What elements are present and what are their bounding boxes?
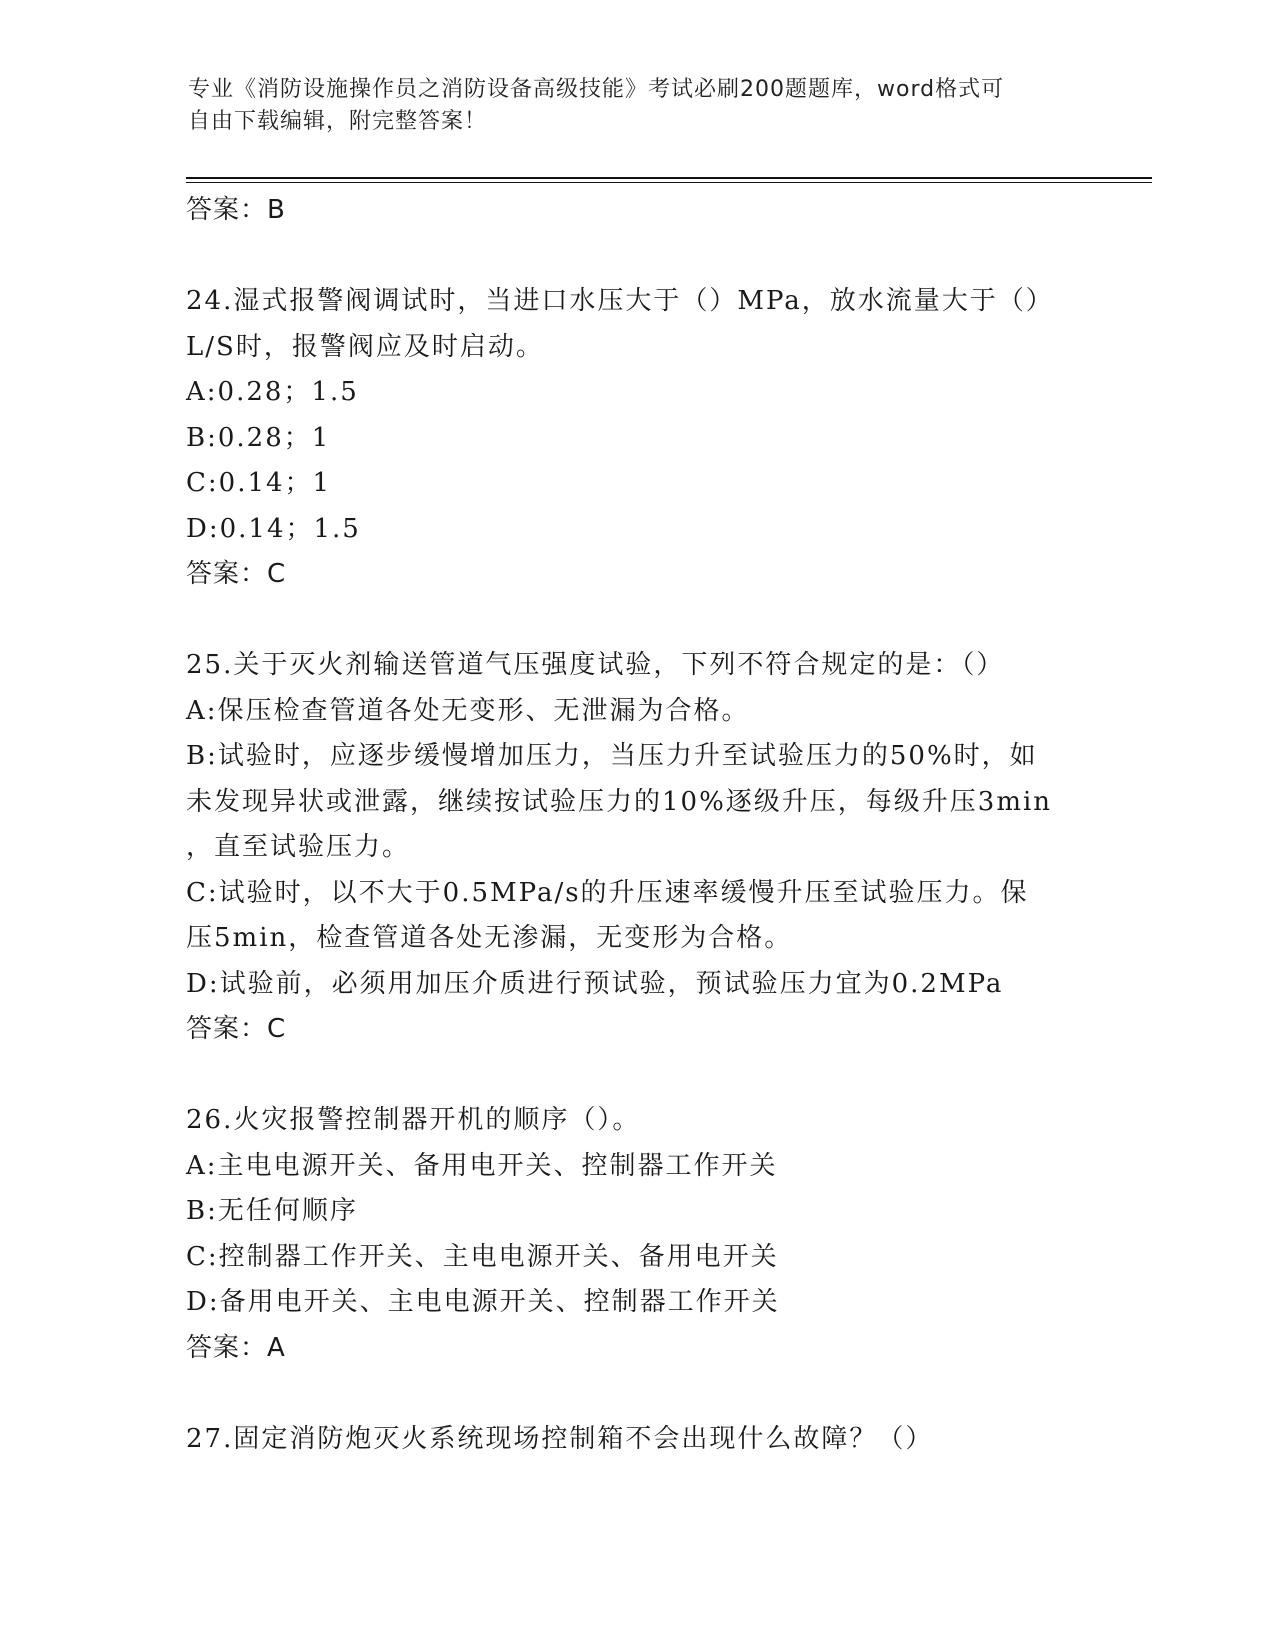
question-26-option-a: A:主电电源开关、备用电开关、控制器工作开关 [186,1150,778,1181]
spacer [186,1371,1086,1417]
question-26-option-d: D:备用电开关、主电电源开关、控制器工作开关 [186,1287,780,1317]
spacer [186,234,1086,280]
question-25-option-b-line-3: ，直至试验压力。 [186,832,411,862]
header-rule-thin [186,182,1152,183]
previous-answer: 答案：B [186,195,286,225]
question-24-option-d: D:0.14；1.5 [186,513,361,544]
question-25-option-b-line-2: 未发现异状或泄露，继续按试验压力的10%逐级升压，每级升压3min [186,786,1053,817]
question-24-option-b: B:0.28；1 [186,422,331,453]
question-27 [186,1417,1086,1463]
question-25 [186,643,1086,1053]
question-25-answer: 答案：C [186,1014,287,1044]
question-24-answer: 答案：C [186,559,287,589]
question-26 [186,1098,1086,1371]
question-25-option-c-line-2: 压5min，检查管道各处无渗漏，无变形为合格。 [186,923,793,953]
document-body [186,188,1086,1462]
question-25-option-b-line-1: B:试验时，应逐步缓慢增加压力，当压力升至试验压力的50%时，如 [186,741,1038,771]
question-24 [186,279,1086,598]
document-header [188,74,1068,138]
question-24-stem-line-2: L/S时，报警阀应及时启动。 [186,331,544,362]
question-25-option-a: A:保压检查管道各处无变形、无泄漏为合格。 [186,695,750,726]
question-26-answer: 答案：A [186,1332,286,1363]
question-24-option-c: C:0.14；1 [186,468,332,498]
header-rule-thick [186,177,1152,179]
spacer [186,598,1086,644]
question-25-option-d: D:试验前，必须用加压介质进行预试验，预试验压力宜为0.2MPa [186,968,1004,999]
question-26-option-c: C:控制器工作开关、主电电源开关、备用电开关 [186,1241,779,1272]
question-26-stem: 26.火灾报警控制器开机的顺序（）。 [186,1105,641,1135]
question-25-option-c-line-1: C:试验时，以不大于0.5MPa/s的升压速率缓慢升压至试验压力。保 [186,877,1029,908]
question-27-stem: 27.固定消防炮灭火系统现场控制箱不会出现什么故障？（） [186,1423,934,1454]
question-24-option-a: A:0.28；1.5 [186,377,359,407]
question-24-stem-line-1: 24.湿式报警阀调试时，当进口水压大于（）MPa，放水流量大于（） [186,286,1054,316]
question-26-option-b: B:无任何顺序 [186,1196,358,1226]
spacer [186,1053,1086,1099]
header-line-2: 自由下载编辑，附完整答案！ [188,109,488,134]
question-25-stem: 25.关于灭火剂输送管道气压强度试验，下列不符合规定的是：（） [186,650,1005,680]
header-line-1: 专业《消防设施操作员之消防设备高级技能》考试必刷200题题库，word格式可 [188,77,1005,102]
